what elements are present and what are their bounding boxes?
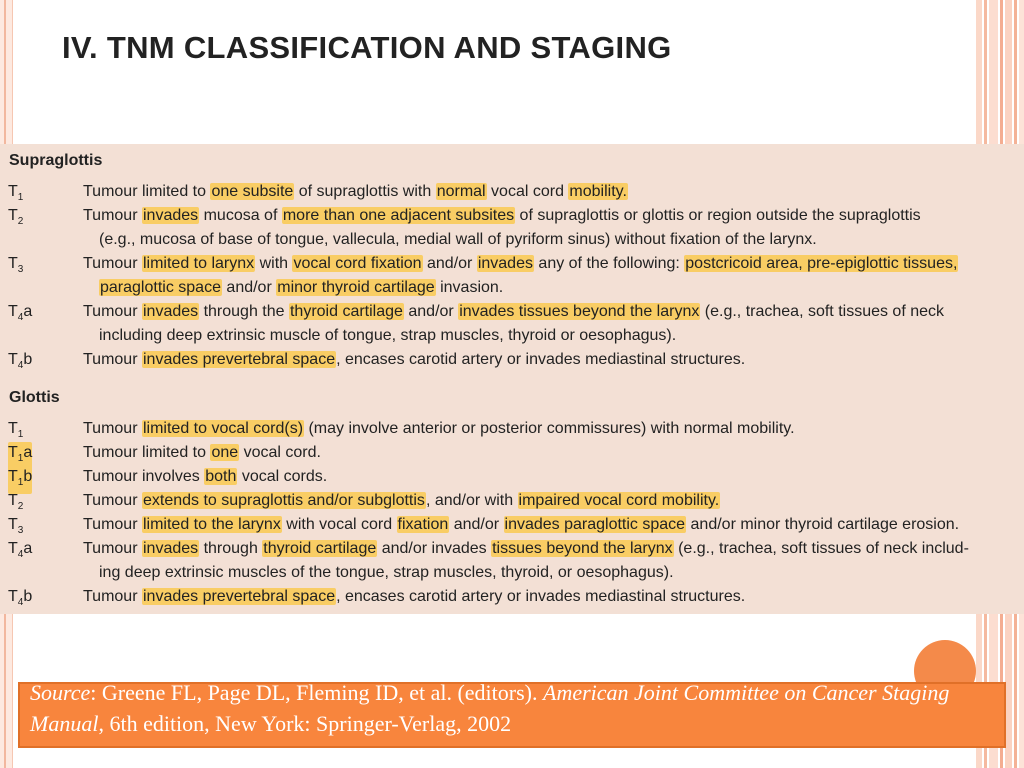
row-text: and/or [221,279,277,296]
highlighted-text: extends to supraglottis and/or subglottis [142,492,425,509]
stage-code [8,205,23,233]
highlighted-text: tissues beyond the larynx [492,540,673,557]
row-text: Tumour [83,303,142,320]
stage-number: 1 [17,429,24,441]
stage-number: 1 [17,453,24,465]
row-text: and/or invades [377,540,492,557]
highlighted-text: invades [142,207,199,224]
row-description [83,442,1018,464]
row-text: with vocal cord [281,516,397,533]
highlighted-text: vocal cord fixation [293,255,422,272]
highlighted-text: invades [142,540,199,557]
stage-number: 4 [17,549,24,561]
row-text: Tumour [83,492,142,509]
row-description-continued [99,562,1018,584]
row-text: vocal cord. [239,444,321,461]
stage-suffix: a [23,444,33,461]
highlighted-text: limited to the larynx [142,516,281,533]
row-text: through [199,540,263,557]
row-text: through the [199,303,289,320]
row-text: of supraglottis or glottis or region outside the supraglottis [515,207,921,224]
stage-number: 4 [17,312,24,324]
row-text: of supraglottis with [294,183,436,200]
stage-letter: T [8,420,18,437]
stage-code [8,586,32,614]
highlighted-text: thyroid cartilage [263,540,377,557]
row-text: ing deep extrinsic muscles of the tongue, strap muscles, thyroid, or oesophagus). [99,564,674,581]
highlighted-text: fixation [397,516,449,533]
source-citation [30,682,994,739]
source-book-title: American Joint Committee on Cancer Staging Manual [30,682,950,736]
row-text: Tumour [83,255,142,272]
row-text: invasion. [435,279,504,296]
page-title: IV. TNM CLASSIFICATION AND STAGING [62,30,672,65]
stage-letter: T [8,183,18,200]
highlighted-text: postcricoid area, pre-epiglottic tissues, [685,255,958,272]
highlighted-text: invades tissues beyond the larynx [459,303,700,320]
row-text: (may involve anterior or posterior commissures) with normal mobility. [304,420,795,437]
stage-letter: T [8,255,18,272]
row-description [83,301,1018,323]
row-text: including deep extrinsic muscle of tongue, strap muscles, thyroid or oesophagus). [99,327,677,344]
row-text: Tumour [83,420,142,437]
stage-number: 1 [17,192,24,204]
row-text: Tumour limited to [83,183,211,200]
stage-number: 1 [17,477,24,489]
stage-suffix: a [23,540,33,557]
row-text: Tumour [83,588,142,605]
highlighted-text: invades prevertebral space [142,351,336,368]
source-authors: : Greene FL, Page DL, Fleming ID, et al. (editors). [90,682,543,705]
highlighted-text: limited to larynx [142,255,255,272]
highlighted-text: invades paraglottic space [504,516,686,533]
row-text: (e.g., trachea, soft tissues of neck [700,303,945,320]
stage-number: 4 [17,360,24,372]
row-text: , encases carotid artery or invades mediastinal structures. [336,351,746,368]
source-citation-box [18,682,1006,748]
row-description-continued [99,325,1018,347]
highlighted-text: more than one adjacent subsites [282,207,515,224]
row-text: Tumour involves [83,468,205,485]
stage-letter: T [8,588,18,605]
stage-code [8,349,32,377]
stage-number: 2 [17,501,24,513]
stage-suffix: b [23,351,33,368]
row-text: and/or [449,516,504,533]
row-text: (e.g., trachea, soft tissues of neck includ- [673,540,969,557]
source-publisher: , 6th edition, New York: Springer-Verlag, 2002 [98,711,512,736]
row-description-continued [99,277,1018,299]
source-label: Source [30,682,91,705]
highlighted-text: minor thyroid cartilage [277,279,435,296]
supraglottis-heading: Supraglottis [9,152,103,169]
highlighted-text: one subsite [211,183,294,200]
row-text: and/or [403,303,459,320]
row-text: Tumour [83,516,142,533]
stage-letter: T [8,444,18,461]
row-text: Tumour [83,540,142,557]
row-text: any of the following: [533,255,685,272]
row-description [83,181,1018,203]
highlighted-text: normal [436,183,486,200]
row-description [83,349,1018,371]
row-description [83,253,1018,275]
stage-letter: T [8,516,18,533]
row-text: and/or [422,255,477,272]
row-description-continued [99,229,1018,251]
row-text: (e.g., mucosa of base of tongue, vallecula, medial wall of pyriform sinus) without fixation of the larynx. [99,231,817,248]
row-text: vocal cord [486,183,569,200]
stage-suffix: b [23,468,33,485]
row-text: Tumour [83,207,142,224]
stage-number: 4 [17,597,24,609]
stage-letter: T [8,540,18,557]
stage-letter: T [8,468,18,485]
row-text: Tumour [83,351,142,368]
row-text: with [255,255,293,272]
tnm-table [0,144,1024,614]
row-description [83,538,1018,560]
stage-letter: T [8,492,18,509]
stage-code [8,253,23,281]
stage-code [8,538,32,566]
row-text: vocal cords. [237,468,328,485]
row-description [83,490,1018,512]
glottis-heading: Glottis [9,389,60,406]
highlighted-text: thyroid cartilage [289,303,403,320]
highlighted-text: invades [142,303,199,320]
stage-letter: T [8,303,18,320]
stage-number: 2 [17,216,24,228]
row-description [83,418,1018,440]
stage-suffix: a [23,303,33,320]
highlighted-text: mobility. [569,183,627,200]
stage-letter: T [8,351,18,368]
highlighted-text: invades [477,255,533,272]
stage-suffix: b [23,588,33,605]
row-description [83,466,1018,488]
row-description [83,205,1018,227]
highlighted-text: invades prevertebral space [142,588,336,605]
row-text: , encases carotid artery or invades mediastinal structures. [336,588,746,605]
row-description [83,514,1018,536]
row-text: Tumour limited to [83,444,211,461]
row-text: mucosa of [199,207,282,224]
stage-code [8,301,32,329]
stage-number: 3 [17,264,24,276]
row-text: , and/or with [425,492,518,509]
stage-number: 3 [17,525,24,537]
highlighted-text: limited to vocal cord(s) [142,420,304,437]
row-description [83,586,1018,608]
highlighted-text: both [205,468,237,485]
row-text: and/or minor thyroid cartilage erosion. [686,516,960,533]
stage-letter: T [8,207,18,224]
highlighted-text: impaired vocal cord mobility. [518,492,720,509]
highlighted-text: one [211,444,239,461]
highlighted-text: paraglottic space [100,279,221,296]
